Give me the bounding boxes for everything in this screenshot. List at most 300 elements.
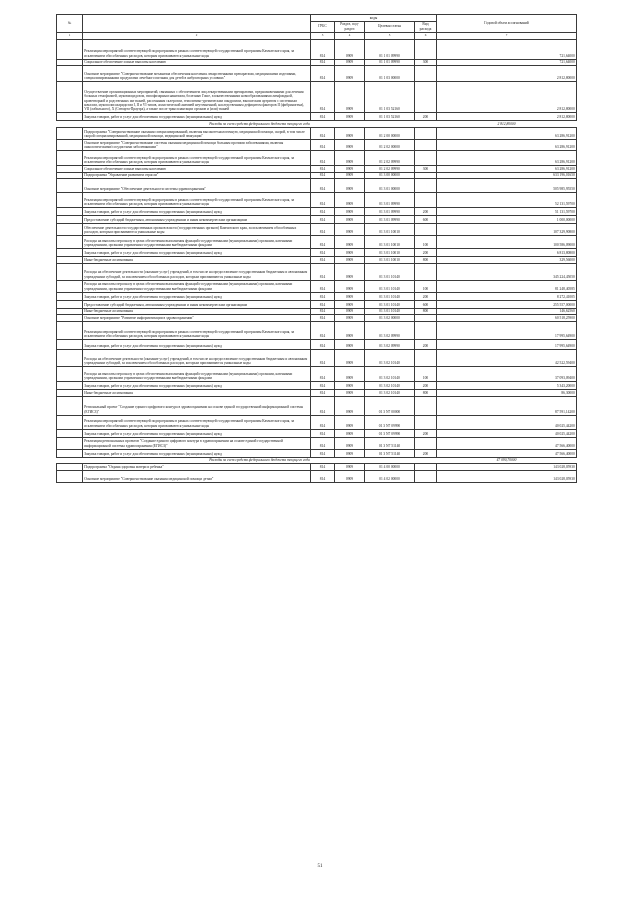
cell-sum: 42 522,59400 xyxy=(437,349,577,366)
header-name xyxy=(83,15,311,33)
header-num: № xyxy=(57,15,83,33)
table-row xyxy=(57,113,577,121)
cell-target: 01 3 01 10140 xyxy=(365,308,415,315)
cell-target: 01 3 02 10140 xyxy=(365,366,415,381)
cell-name: Закупка товаров, работ и услуг для обеспечения государственных (муниципальных) нужд xyxy=(83,381,311,389)
cell-target: 01 1 03 52160 xyxy=(365,82,415,113)
table-row xyxy=(57,429,577,437)
cell-target: 01 3 02 10140 xyxy=(365,381,415,389)
table-row xyxy=(57,280,577,292)
note-row xyxy=(57,457,577,464)
cell-target: 01 3 N7 09990 xyxy=(365,429,415,437)
cell-sum: 143 028,05930 xyxy=(437,470,577,482)
cell-vid: 300 xyxy=(415,165,437,172)
cell-razdel: 0909 xyxy=(335,236,365,249)
cell-vid: 600 xyxy=(415,300,437,308)
header-codes: коды xyxy=(311,15,437,22)
cell-sum: 107 329,90800 xyxy=(437,224,577,236)
cell-num xyxy=(57,150,83,165)
cell-sum: 721,64000 xyxy=(437,39,577,59)
cell-vid: 100 xyxy=(415,280,437,292)
table-row xyxy=(57,339,577,349)
cell-target: 01 2 02 09990 xyxy=(365,165,415,172)
table-row xyxy=(57,193,577,208)
cell-target: 01 1 03 00000 xyxy=(365,66,415,82)
cell-num xyxy=(57,366,83,381)
cell-sum: 505 985,95550 xyxy=(437,179,577,193)
cell-num xyxy=(57,292,83,300)
cell-grbs: 814 xyxy=(311,366,335,381)
cell-num xyxy=(57,179,83,193)
cell-name: Подпрограмма "Совершенствование оказания специализированной, включая высокотехнологичную, медицинской помощи, скорой, в том числе скорой специализированной, медицинской помощи, медицинской эвакуации" xyxy=(83,127,311,139)
table-row xyxy=(57,300,577,308)
cell-name: Подпрограмма "Управление развитием отрасли" xyxy=(83,172,311,179)
cell-sum: 143 028,05930 xyxy=(437,464,577,471)
cell-target: 01 3 01 09990 xyxy=(365,216,415,224)
cell-name: Реализация мероприятий соответствующей подпрограммы в рамках соответствующей государственной программы Камчатского края, за исключением обособленных расходов, которым присваиваются уникальные коды xyxy=(83,193,311,208)
column-number-row xyxy=(57,32,577,39)
cell-razdel: 0909 xyxy=(335,415,365,429)
table-row xyxy=(57,165,577,172)
cell-target: 01 4 00 00000 xyxy=(365,464,415,471)
cell-razdel: 0909 xyxy=(335,429,365,437)
cell-grbs: 814 xyxy=(311,179,335,193)
cell-name: Расходы на выплаты персоналу в целях обеспечения выполнения функций государственными (муниципальными) органами, казенными учреждениями, органами управления государственными внебюджетными фондами xyxy=(83,280,311,292)
cell-vid: 600 xyxy=(415,216,437,224)
cell-vid xyxy=(415,437,437,449)
cell-grbs: 814 xyxy=(311,349,335,366)
cell-name: Реализация мероприятий соответствующей подпрограммы в рамках соответствующей государственной программы Камчатского края, за исключением обособленных расходов, которым присваиваются уникальные коды xyxy=(83,150,311,165)
cell-name: Обеспечение деятельности государственных органов власти (государственных органов) Камчатского края, за исключением обособленных расходов, которым присваиваются уникальные коды xyxy=(83,224,311,236)
note-text: Расходы за счет средств федерального бюджета текущего года xyxy=(83,121,437,128)
cell-num xyxy=(57,339,83,349)
cell-target: 01 3 00 00000 xyxy=(365,172,415,179)
cell-name: Основное мероприятие "Развитие информатизации в здравоохранении" xyxy=(83,315,311,322)
table-row xyxy=(57,349,577,366)
cell-vid xyxy=(415,172,437,179)
note-row xyxy=(57,121,577,128)
cell-razdel: 0909 xyxy=(335,257,365,264)
cell-sum: 17 995,64900 xyxy=(437,321,577,339)
header-vid: Вид расхода xyxy=(415,21,437,32)
cell-vid: 800 xyxy=(415,389,437,396)
cell-razdel: 0909 xyxy=(335,59,365,66)
cell-grbs: 814 xyxy=(311,415,335,429)
cell-target: 01 3 02 10140 xyxy=(365,349,415,366)
cell-target: 01 2 00 00000 xyxy=(365,127,415,139)
cell-grbs: 814 xyxy=(311,216,335,224)
cell-num xyxy=(57,257,83,264)
cell-vid xyxy=(415,82,437,113)
cell-num xyxy=(57,236,83,249)
cell-num xyxy=(57,349,83,366)
cell-num xyxy=(57,300,83,308)
cell-sum: 329,56000 xyxy=(437,257,577,264)
cell-grbs: 814 xyxy=(311,280,335,292)
cell-razdel: 0909 xyxy=(335,300,365,308)
cell-grbs: 814 xyxy=(311,113,335,121)
cell-vid xyxy=(415,193,437,208)
cell-vid: 200 xyxy=(415,208,437,216)
table-row xyxy=(57,437,577,449)
cell-grbs: 814 xyxy=(311,437,335,449)
table-row xyxy=(57,236,577,249)
cell-razdel: 0909 xyxy=(335,208,365,216)
cell-name: Расходы на выплаты персоналу в целях обеспечения выполнения функций государственными (муниципальными) органами, казенными учреждениями, органами управления государственными внебюджетными фондами xyxy=(83,236,311,249)
cell-sum: 63 286,91200 xyxy=(437,165,577,172)
cell-target: 01 1 01 09990 xyxy=(365,59,415,66)
cell-vid: 100 xyxy=(415,236,437,249)
cell-razdel: 0909 xyxy=(335,39,365,59)
cell-name: Предоставление субсидий бюджетным, автономным учреждениям и иным некоммерческим организациям xyxy=(83,216,311,224)
cell-name: Социальное обеспечение и иные выплаты населению xyxy=(83,59,311,66)
cell-num xyxy=(57,449,83,457)
cell-vid: 800 xyxy=(415,308,437,315)
cell-num xyxy=(57,121,83,128)
cell-name: Основное мероприятие "Обеспечение деятельности системы здравоохранения" xyxy=(83,179,311,193)
cell-name: Закупка товаров, работ и услуг для обеспечения государственных (муниципальных) нужд xyxy=(83,339,311,349)
cell-razdel: 0909 xyxy=(335,381,365,389)
cell-vid xyxy=(415,470,437,482)
cell-razdel: 0909 xyxy=(335,280,365,292)
cell-grbs: 814 xyxy=(311,127,335,139)
cell-target: 01 3 01 10140 xyxy=(365,292,415,300)
cell-vid xyxy=(415,415,437,429)
cell-sum: 255 557,00000 xyxy=(437,300,577,308)
cell-vid xyxy=(415,224,437,236)
cell-name: Основное мероприятие "Совершенствование оказания медицинской помощи детям" xyxy=(83,470,311,482)
cell-vid xyxy=(415,321,437,339)
col-num: 5 xyxy=(365,32,415,39)
cell-vid: 300 xyxy=(415,59,437,66)
header-cel: Целевая статья xyxy=(365,21,415,32)
cell-razdel: 0909 xyxy=(335,179,365,193)
cell-sum: 146,62560 xyxy=(437,308,577,315)
table-header-row xyxy=(57,15,577,22)
cell-grbs: 814 xyxy=(311,292,335,300)
cell-razdel: 0909 xyxy=(335,464,365,471)
col-num: 2 xyxy=(83,32,311,39)
cell-num xyxy=(57,263,83,280)
cell-razdel: 0909 xyxy=(335,249,365,257)
cell-sum: 8 272,41005 xyxy=(437,292,577,300)
table-row xyxy=(57,396,577,415)
cell-target: 01 2 02 09990 xyxy=(365,150,415,165)
cell-name: Закупка товаров, работ и услуг для обеспечения государственных (муниципальных) нужд xyxy=(83,292,311,300)
table-row xyxy=(57,315,577,322)
cell-num xyxy=(57,415,83,429)
budget-table xyxy=(56,14,577,483)
cell-razdel: 0909 xyxy=(335,349,365,366)
cell-name: Расходы на обеспечение деятельности (оказание услуг) учреждений, в том числе на предоставление государственным бюджетным и автономным учреждениям субсидий, за исключением обособленных расходов, которым присваиваются уникальные коды xyxy=(83,349,311,366)
cell-num xyxy=(57,39,83,59)
cell-grbs: 814 xyxy=(311,39,335,59)
cell-num xyxy=(57,280,83,292)
cell-grbs: 814 xyxy=(311,308,335,315)
cell-name: Иные бюджетные ассигнования xyxy=(83,257,311,264)
table-row xyxy=(57,82,577,113)
cell-name: Закупка товаров, работ и услуг для обеспечения государственных (муниципальных) нужд xyxy=(83,208,311,216)
cell-target: 01 3 02 00000 xyxy=(365,315,415,322)
cell-name: Социальное обеспечение и иные выплаты населению xyxy=(83,165,311,172)
cell-num xyxy=(57,82,83,113)
cell-grbs: 814 xyxy=(311,139,335,150)
cell-name: Реализация мероприятий соответствующей подпрограммы в рамках соответствующей государственной программы Камчатского края, за исключением обособленных расходов, которым присваиваются уникальные коды xyxy=(83,39,311,59)
cell-target: 01 3 02 10140 xyxy=(365,389,415,396)
cell-sum: 2 812,80000 xyxy=(437,82,577,113)
cell-num xyxy=(57,429,83,437)
cell-grbs: 814 xyxy=(311,381,335,389)
cell-grbs: 814 xyxy=(311,470,335,482)
table-row xyxy=(57,464,577,471)
cell-sum: 100 586,09000 xyxy=(437,236,577,249)
cell-razdel: 0909 xyxy=(335,127,365,139)
table-row xyxy=(57,292,577,300)
cell-num xyxy=(57,470,83,482)
cell-num xyxy=(57,389,83,396)
cell-sum: 81 248,40585 xyxy=(437,280,577,292)
cell-name: Подпрограмма "Охрана здоровья матери и ребенка" xyxy=(83,464,311,471)
col-num: 4 xyxy=(335,32,365,39)
cell-target: 01 1 01 09990 xyxy=(365,39,415,59)
table-row xyxy=(57,415,577,429)
cell-target: 01 3 02 09990 xyxy=(365,321,415,339)
table-row xyxy=(57,449,577,457)
cell-name: Реализация региональных проектов "Создание единого цифрового контура в здравоохранении на основе единой государственной информационной системы здравоохранения (ЕГИСЗ)" xyxy=(83,437,311,449)
cell-grbs: 814 xyxy=(311,82,335,113)
table-row xyxy=(57,127,577,139)
cell-vid: 200 xyxy=(415,292,437,300)
cell-num xyxy=(57,139,83,150)
cell-grbs: 814 xyxy=(311,66,335,82)
cell-razdel: 0909 xyxy=(335,66,365,82)
cell-target: 01 3 N7 09990 xyxy=(365,415,415,429)
header-volume: Годовой объем ассигнований xyxy=(437,15,577,33)
table-row xyxy=(57,172,577,179)
cell-name: Расходы на обеспечение деятельности (оказание услуг) учреждений, в том числе на предоставление государственным бюджетным и автономным учреждениям субсидий, за исключением обособленных расходов, которым присваиваются уникальные коды xyxy=(83,263,311,280)
cell-grbs: 814 xyxy=(311,321,335,339)
cell-name: Реализация мероприятий соответствующей подпрограммы в рамках соответствующей государственной программы Камчатского края, за исключением обособленных расходов, которым присваиваются уникальные коды xyxy=(83,415,311,429)
cell-razdel: 0909 xyxy=(335,82,365,113)
col-num: 6 xyxy=(415,32,437,39)
table-row xyxy=(57,470,577,482)
cell-razdel: 0909 xyxy=(335,172,365,179)
cell-sum: 47 090,70000 xyxy=(437,457,577,464)
cell-razdel: 0909 xyxy=(335,366,365,381)
table-row xyxy=(57,249,577,257)
cell-grbs: 814 xyxy=(311,429,335,437)
cell-sum: 37 093,09400 xyxy=(437,366,577,381)
cell-vid xyxy=(415,263,437,280)
cell-name: Основное мероприятие "Совершенствование системы оказания медицинской помощи больным прочими заболеваниями, включая онкологическими/сосудистыми заболеваниями" xyxy=(83,139,311,150)
cell-sum: 60 518,25900 xyxy=(437,315,577,322)
cell-vid xyxy=(415,396,437,415)
cell-razdel: 0909 xyxy=(335,339,365,349)
cell-vid: 200 xyxy=(415,113,437,121)
cell-razdel: 0909 xyxy=(335,449,365,457)
cell-razdel: 0909 xyxy=(335,113,365,121)
cell-sum: 40 025,44200 xyxy=(437,429,577,437)
cell-razdel: 0909 xyxy=(335,150,365,165)
cell-sum: 63 286,91200 xyxy=(437,127,577,139)
cell-name: Иные бюджетные ассигнования xyxy=(83,308,311,315)
cell-grbs: 814 xyxy=(311,257,335,264)
cell-num xyxy=(57,113,83,121)
table-row xyxy=(57,224,577,236)
cell-sum: 63 286,91200 xyxy=(437,139,577,150)
cell-target: 01 3 01 10010 xyxy=(365,249,415,257)
cell-target: 01 3 01 09990 xyxy=(365,208,415,216)
table-row xyxy=(57,39,577,59)
cell-num xyxy=(57,457,83,464)
cell-target: 01 3 01 10140 xyxy=(365,263,415,280)
cell-razdel: 0909 xyxy=(335,139,365,150)
cell-razdel: 0909 xyxy=(335,389,365,396)
cell-sum: 86,30000 xyxy=(437,389,577,396)
cell-razdel: 0909 xyxy=(335,308,365,315)
cell-num xyxy=(57,308,83,315)
cell-sum: 633 196,01650 xyxy=(437,172,577,179)
cell-vid: 200 xyxy=(415,339,437,349)
cell-sum: 6 813,80800 xyxy=(437,249,577,257)
table-row xyxy=(57,179,577,193)
cell-target: 01 3 N7 00000 xyxy=(365,396,415,415)
cell-razdel: 0909 xyxy=(335,292,365,300)
cell-vid: 200 xyxy=(415,381,437,389)
cell-name: Осуществление организационных мероприятий, связанных с обеспечением лиц лекарственными препаратами, предназначенными для лечения больных гемофилией, муковисцидозом, гипофизарным нанизмом, болезнью Гоше, злокачественными новообразованиями лимфоидной, кроветворной и родственных им тканей, рассеянным склерозом, гемолитико-уремическим синдромом, юношеским артритом с системным началом, мукополисахаридозом I, II и VI типов, апластической анемией неуточненной, наследственным дефицитом факторов II (фибриногена), VII (лабильного), X (Стюарта-Прауэра), а также после трансплантации органов и (или) тканей xyxy=(83,82,311,113)
header-razdel: Раздел, под-раздел xyxy=(335,21,365,32)
cell-sum: 51 131,59700 xyxy=(437,208,577,216)
cell-sum: 1 000,00000 xyxy=(437,216,577,224)
cell-razdel: 0909 xyxy=(335,165,365,172)
cell-num xyxy=(57,66,83,82)
table-row xyxy=(57,59,577,66)
cell-grbs: 814 xyxy=(311,59,335,66)
col-num: 3 xyxy=(311,32,335,39)
table-row xyxy=(57,263,577,280)
cell-razdel: 0909 xyxy=(335,193,365,208)
cell-num xyxy=(57,315,83,322)
cell-grbs: 814 xyxy=(311,315,335,322)
cell-vid xyxy=(415,139,437,150)
cell-target: 01 3 01 10140 xyxy=(365,280,415,292)
table-row xyxy=(57,381,577,389)
cell-num xyxy=(57,437,83,449)
cell-num xyxy=(57,172,83,179)
cell-grbs: 814 xyxy=(311,300,335,308)
cell-num xyxy=(57,208,83,216)
table-row xyxy=(57,66,577,82)
cell-grbs: 814 xyxy=(311,224,335,236)
cell-sum: 47 566,40000 xyxy=(437,449,577,457)
cell-name: Региональный проект "Создание единого цифрового контура в здравоохранении на основе единой государственной информационной системы (ЕГИСЗ)" xyxy=(83,396,311,415)
cell-grbs: 814 xyxy=(311,236,335,249)
header-grbs: ГРБС xyxy=(311,21,335,32)
cell-vid: 100 xyxy=(415,366,437,381)
cell-name: Закупка товаров, работ и услуг для обеспечения государственных (муниципальных) нужд xyxy=(83,429,311,437)
cell-name: Основное мероприятие "Совершенствование механизма обеспечения населения лекарственными препаратами, медицинскими изделиями, специализированными продуктами лечебного питания для детей в амбулаторных условиях" xyxy=(83,66,311,82)
cell-sum: 5 343,20000 xyxy=(437,381,577,389)
cell-grbs: 814 xyxy=(311,339,335,349)
cell-vid xyxy=(415,464,437,471)
cell-name: Расходы на выплаты персоналу в целях обеспечения выполнения функций государственными (муниципальными) органами, казенными учреждениями, органами управления государственными внебюджетными фондами xyxy=(83,366,311,381)
table-row xyxy=(57,139,577,150)
cell-grbs: 814 xyxy=(311,172,335,179)
table-row xyxy=(57,208,577,216)
cell-target: 01 3 01 00000 xyxy=(365,179,415,193)
table-row xyxy=(57,216,577,224)
cell-name: Иные бюджетные ассигнования xyxy=(83,389,311,396)
cell-num xyxy=(57,249,83,257)
cell-target: 01 3 01 10010 xyxy=(365,236,415,249)
table-row xyxy=(57,321,577,339)
note-text: Расходы за счет средств федерального бюджета текущего года xyxy=(83,457,437,464)
cell-sum: 345 224,45050 xyxy=(437,263,577,280)
table-row xyxy=(57,257,577,264)
table-row xyxy=(57,308,577,315)
table-row xyxy=(57,389,577,396)
cell-sum: 87 591,14200 xyxy=(437,396,577,415)
cell-name: Закупка товаров, работ и услуг для обеспечения государственных (муниципальных) нужд xyxy=(83,449,311,457)
cell-razdel: 0909 xyxy=(335,396,365,415)
col-num: 1 xyxy=(57,32,83,39)
cell-vid xyxy=(415,349,437,366)
cell-target: 01 2 02 00000 xyxy=(365,139,415,150)
cell-razdel: 0909 xyxy=(335,263,365,280)
cell-razdel: 0909 xyxy=(335,321,365,339)
cell-vid: 200 xyxy=(415,429,437,437)
cell-num xyxy=(57,224,83,236)
cell-razdel: 0909 xyxy=(335,315,365,322)
cell-grbs: 814 xyxy=(311,449,335,457)
cell-target: 01 3 N7 51140 xyxy=(365,437,415,449)
cell-name: Реализация мероприятий соответствующей подпрограммы в рамках соответствующей государственной программы Камчатского края, за исключением обособленных расходов, которым присваиваются уникальные коды xyxy=(83,321,311,339)
cell-target: 01 3 01 10140 xyxy=(365,300,415,308)
cell-grbs: 814 xyxy=(311,193,335,208)
cell-vid: 200 xyxy=(415,249,437,257)
cell-razdel: 0909 xyxy=(335,470,365,482)
table-row xyxy=(57,150,577,165)
cell-target: 01 1 03 52160 xyxy=(365,113,415,121)
cell-vid xyxy=(415,66,437,82)
page-number: 51 xyxy=(317,864,323,869)
cell-vid xyxy=(415,39,437,59)
cell-num xyxy=(57,59,83,66)
cell-name: Закупка товаров, работ и услуг для обеспечения государственных (муниципальных) нужд xyxy=(83,113,311,121)
cell-sum: 40 025,44200 xyxy=(437,415,577,429)
cell-target: 01 4 02 00000 xyxy=(365,470,415,482)
cell-razdel: 0909 xyxy=(335,437,365,449)
cell-num xyxy=(57,381,83,389)
cell-sum: 47 566,40000 xyxy=(437,437,577,449)
cell-name: Закупка товаров, работ и услуг для обеспечения государственных (муниципальных) нужд xyxy=(83,249,311,257)
cell-sum: 52 131,59700 xyxy=(437,193,577,208)
cell-vid xyxy=(415,127,437,139)
cell-vid xyxy=(415,150,437,165)
cell-vid xyxy=(415,315,437,322)
cell-target: 01 3 01 09990 xyxy=(365,193,415,208)
cell-sum: 721,64000 xyxy=(437,59,577,66)
table-row xyxy=(57,366,577,381)
cell-name: Предоставление субсидий бюджетным, автономным учреждениям и иным некоммерческим организациям xyxy=(83,300,311,308)
cell-grbs: 814 xyxy=(311,249,335,257)
cell-vid: 200 xyxy=(415,449,437,457)
cell-num xyxy=(57,127,83,139)
cell-grbs: 814 xyxy=(311,464,335,471)
cell-target: 01 3 01 10010 xyxy=(365,224,415,236)
cell-grbs: 814 xyxy=(311,389,335,396)
cell-target: 01 3 01 10010 xyxy=(365,257,415,264)
